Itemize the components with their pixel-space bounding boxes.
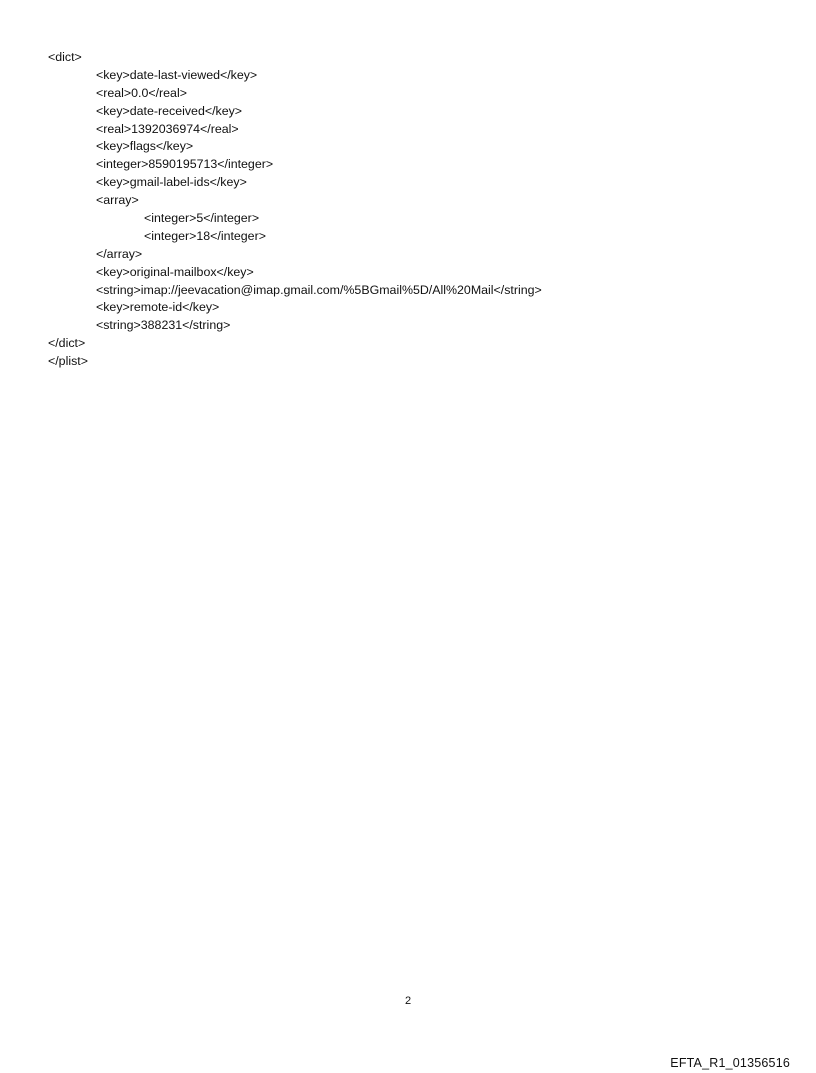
code-line: <string>imap://jeevacation@imap.gmail.com/%5BGmail%5D/All%20Mail</string>	[96, 282, 542, 297]
code-line: <integer>18</integer>	[144, 228, 266, 243]
code-line: <real>0.0</real>	[96, 85, 187, 100]
page-number: 2	[404, 995, 412, 1007]
document-id-stamp: EFTA_R1_01356516	[670, 1056, 790, 1070]
code-line: </array>	[96, 246, 143, 261]
code-line: <array>	[96, 193, 139, 208]
code-line: </dict>	[48, 336, 86, 351]
code-line: <integer>8590195713</integer>	[96, 157, 274, 172]
code-line: <dict>	[48, 50, 82, 64]
code-line: <key>gmail-label-ids</key>	[96, 175, 247, 190]
code-line: <key>date-last-viewed</key>	[96, 67, 258, 82]
code-line: <key>flags</key>	[96, 139, 194, 154]
code-line: <key>original-mailbox</key>	[96, 264, 254, 279]
plist-code-block	[48, 49, 542, 371]
code-line: </plist>	[48, 354, 88, 369]
code-line: <key>remote-id</key>	[96, 300, 220, 315]
code-line: <key>date-received</key>	[96, 103, 243, 118]
code-line: <real>1392036974</real>	[96, 121, 239, 136]
code-line: <integer>5</integer>	[144, 211, 260, 226]
code-line: <string>388231</string>	[96, 318, 231, 333]
